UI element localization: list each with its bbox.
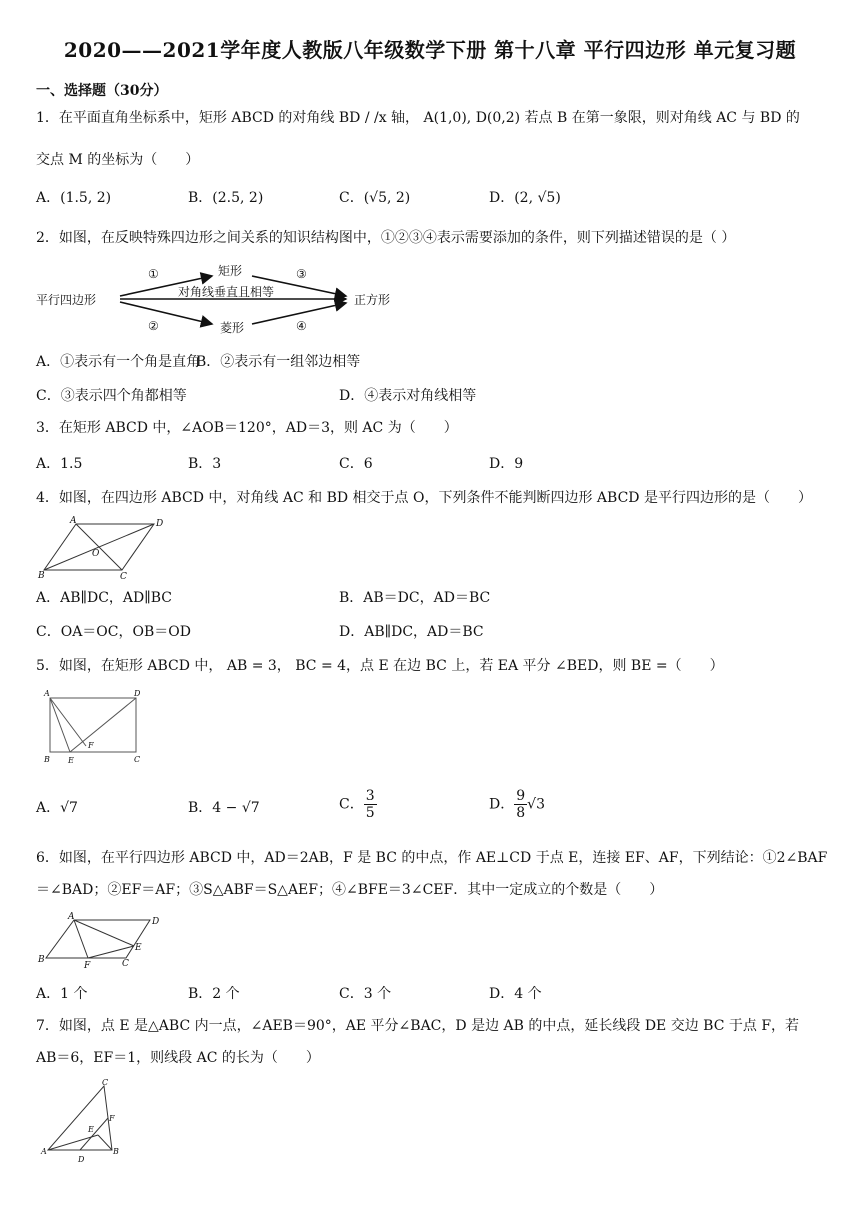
q5-label-a: A	[44, 689, 50, 698]
q5-label-f: F	[88, 741, 94, 750]
q1-option-c[interactable]: C．(√5, 2)	[339, 190, 411, 206]
q5-option-a[interactable]: A．√7	[36, 800, 78, 816]
q5-option-c-fraction	[364, 788, 377, 821]
q7-label-a: A	[41, 1147, 47, 1156]
q7-triangle-figure	[36, 1076, 136, 1166]
q3-option-d[interactable]: D．9	[489, 456, 524, 472]
q6-option-a[interactable]: A．1 个	[36, 986, 88, 1002]
node-rhombus: 菱形	[220, 321, 245, 335]
q6-label-f: F	[84, 961, 91, 970]
q5-rectangle-figure	[40, 686, 150, 768]
node-rectangle: 矩形	[218, 264, 243, 278]
q3-option-a[interactable]: A．1.5	[36, 456, 83, 472]
node-square: 正方形	[354, 293, 391, 307]
q5-label-b: B	[44, 755, 50, 764]
q1-option-a[interactable]: A．(1.5, 2)	[36, 190, 112, 206]
q4-label-b: B	[38, 571, 45, 580]
q1-text-line2: 交点 M 的坐标为（ ）	[36, 152, 200, 168]
q7-label-f: F	[109, 1114, 115, 1123]
q6-label-b: B	[38, 955, 45, 965]
q1-option-d[interactable]: D．(2, √5)	[489, 190, 561, 206]
q6-text-line1: 6．如图，在平行四边形 ABCD 中，AD＝2AB，F 是 BC 的中点，作 AE⊥CD 于点 E，连接 EF、AF，下列结论：①2∠BAF	[36, 850, 828, 866]
q2-option-d[interactable]: D．④表示对角线相等	[339, 388, 477, 404]
q5-label-e: E	[68, 756, 74, 765]
page-title: 2020——2021学年度人教版八年级数学下册 第十八章 平行四边形 单元复习题	[63, 38, 797, 62]
q4-option-a[interactable]: A．AB∥DC，AD∥BC	[36, 590, 172, 606]
q6-option-d[interactable]: D．4 个	[489, 986, 542, 1002]
q5-option-d-prefix: D．	[489, 796, 515, 813]
q5-text: 5．如图，在矩形 ABCD 中， AB = 3， BC = 4，点 E 在边 BC 上，若 EA 平分 ∠BED，则 BE =（ ）	[36, 658, 724, 674]
q6-label-c: C	[122, 959, 129, 969]
q5-option-c[interactable]	[339, 788, 377, 821]
q6-option-b[interactable]: B．2 个	[188, 986, 240, 1002]
label-c4: ④	[296, 319, 307, 333]
q5-option-d[interactable]	[489, 788, 545, 821]
q5-label-c: C	[134, 755, 141, 764]
q2-option-c[interactable]: C．③表示四个角都相等	[36, 388, 187, 404]
q6-text-line2: ＝∠BAD；②EF＝AF；③S△ABF＝S△AEF；④∠BFE＝3∠CEF．其中一定成立的个数是（ ）	[36, 882, 664, 898]
q7-text-line1: 7．如图，点 E 是△ABC 内一点，∠AEB＝90°，AE 平分∠BAC，D 是边 AB 的中点，延长线段 DE 交边 BC 于点 F，若	[36, 1018, 800, 1034]
node-parallelogram: 平行四边形	[36, 293, 97, 307]
q3-option-c[interactable]: C．6	[339, 456, 373, 472]
q4-label-o: O	[92, 549, 100, 559]
q5-option-c-num: 3	[365, 788, 375, 804]
q6-label-e: E	[135, 943, 142, 953]
q5-option-d-fraction	[514, 788, 527, 821]
q2-text: 2．如图，在反映特殊四边形之间关系的知识结构图中，①②③④表示需要添加的条件，则下列描述错误的是（ ）	[36, 230, 736, 246]
q5-option-d-num: 9	[516, 788, 526, 804]
q6-parallelogram-figure	[36, 910, 166, 970]
q4-option-d[interactable]: D．AB∥DC，AD＝BC	[339, 624, 484, 640]
q6-label-d: D	[152, 917, 160, 927]
q1-text-line1: 1．在平面直角坐标系中，矩形 ABCD 的对角线 BD / /x 轴， A(1,0), D(0,2) 若点 B 在第一象限，则对角线 AC 与 BD 的	[36, 110, 800, 126]
q7-label-c: C	[102, 1078, 109, 1087]
q7-label-e: E	[88, 1125, 94, 1134]
q5-option-c-prefix: C．	[339, 796, 364, 813]
q5-option-d-suffix: √3	[527, 796, 545, 813]
label-c1: ①	[148, 267, 159, 281]
q4-label-a: A	[70, 516, 77, 526]
q5-option-c-den: 5	[365, 805, 375, 821]
q7-label-d: D	[78, 1155, 85, 1164]
q5-option-d-den: 8	[516, 805, 526, 821]
label-c3: ③	[296, 267, 307, 281]
q4-option-c[interactable]: C．OA＝OC，OB＝OD	[36, 624, 191, 640]
q3-text: 3．在矩形 ABCD 中，∠AOB＝120°，AD＝3，则 AC 为（ ）	[36, 420, 458, 436]
label-middle: 对角线垂直且相等	[178, 285, 275, 299]
label-c2: ②	[148, 319, 159, 333]
q7-label-b: B	[113, 1147, 119, 1156]
q6-label-a: A	[68, 912, 75, 922]
q4-option-b[interactable]: B．AB＝DC，AD＝BC	[339, 590, 491, 606]
q4-label-c: C	[120, 572, 127, 580]
q3-option-b[interactable]: B．3	[188, 456, 222, 472]
q4-parallelogram-figure	[36, 514, 166, 580]
q1-option-b[interactable]: B．(2.5, 2)	[188, 190, 264, 206]
q2-knowledge-diagram	[30, 258, 450, 340]
q5-label-d: D	[134, 689, 141, 698]
q2-option-a[interactable]: A．①表示有一个角是直角	[36, 354, 201, 370]
arrow-2	[120, 302, 212, 324]
section-heading: 一、选择题（30分）	[36, 83, 168, 99]
q5-option-b[interactable]: B．4 − √7	[188, 800, 260, 816]
q7-text-line2: AB＝6，EF＝1，则线段 AC 的长为（ ）	[36, 1050, 320, 1066]
q4-text: 4．如图，在四边形 ABCD 中，对角线 AC 和 BD 相交于点 O，下列条件不能判断四边形 ABCD 是平行四边形的是（ ）	[36, 490, 812, 506]
q6-option-c[interactable]: C．3 个	[339, 986, 392, 1002]
q4-label-d: D	[156, 519, 164, 529]
q2-option-b[interactable]: B．②表示有一组邻边相等	[196, 354, 361, 370]
